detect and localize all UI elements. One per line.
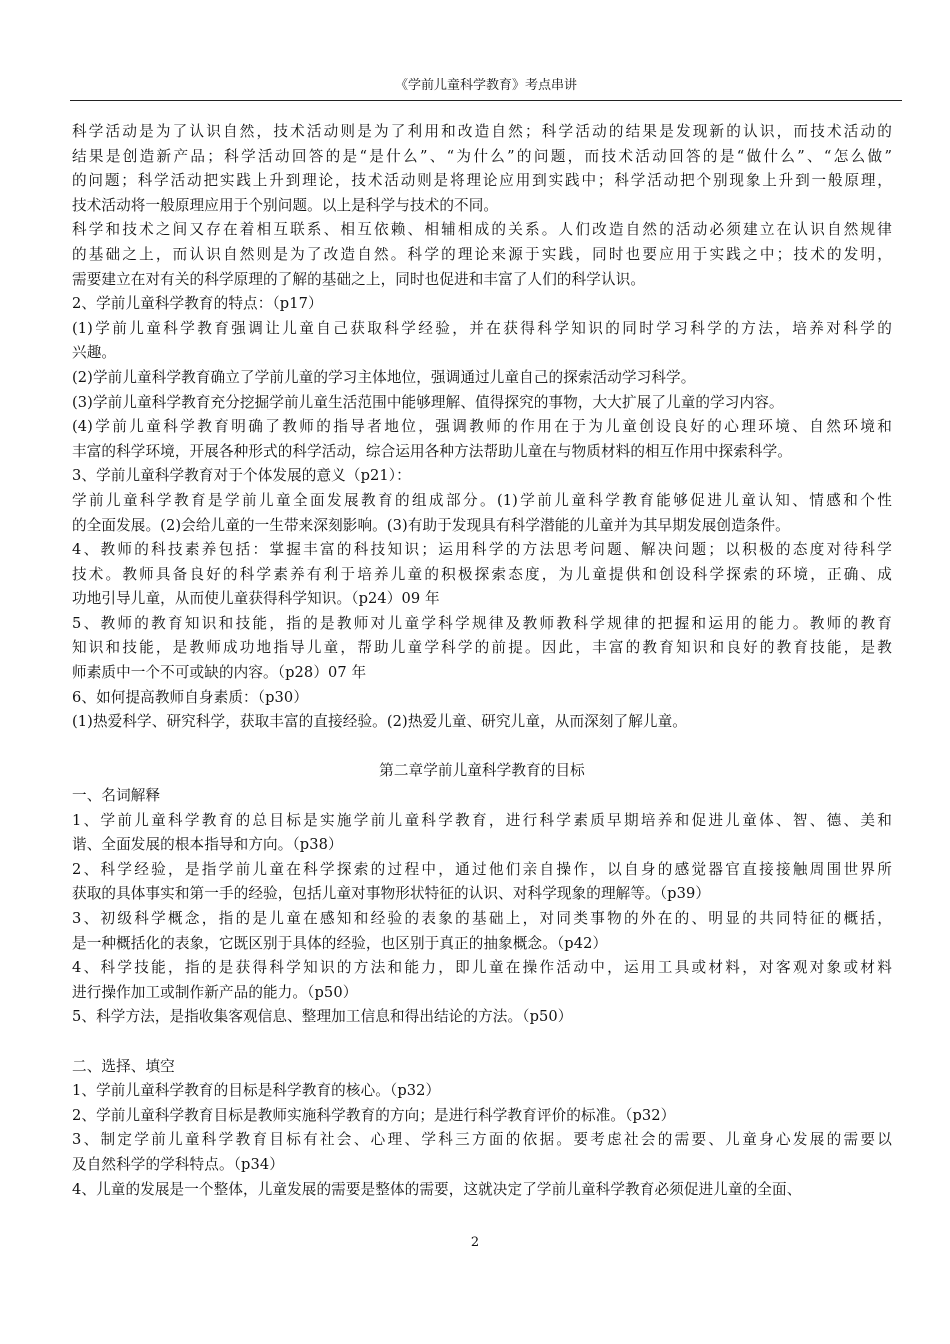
text-line: 科学活动是为了认识自然，技术活动则是为了利用和改造自然；科学活动的结果是发现新的认识，而技术活动的 bbox=[72, 123, 892, 140]
text-line: 丰富的科学环境，开展各种形式的科学活动，综合运用各种方法帮助儿童在与物质材料的相互作用中探索科学。 bbox=[72, 442, 792, 460]
text-line: 2、学前儿童科学教育目标是教师实施科学教育的方向；是进行科学教育评价的标准。（p32） bbox=[72, 1106, 676, 1124]
blank-line bbox=[72, 735, 892, 760]
item-heading: 6、如何提高教师自身素质：（p30） bbox=[72, 688, 309, 706]
text-line: 4、儿童的发展是一个整体，儿童发展的需要是整体的需要，这就决定了学前儿童科学教育必须促进儿童的全面、 bbox=[72, 1180, 802, 1198]
text-line: 3、制定学前儿童科学教育目标有社会、心理、学科三方面的依据。要考虑社会的需要、儿童身心发展的需要以 bbox=[72, 1131, 892, 1149]
text-line: 获取的具体事实和第一手的经验，包括儿童对事物形状特征的认识、对科学现象的理解等。（p39） bbox=[72, 885, 711, 903]
section-heading: 二、选择、填空 bbox=[72, 1057, 175, 1075]
text-line: 学前儿童科学教育是学前儿童全面发展教育的组成部分。(1)学前儿童科学教育能够促进儿童认知、情感和个性 bbox=[72, 491, 892, 509]
text-line: 谐、全面发展的根本指导和方向。（p38） bbox=[72, 836, 343, 854]
text-line: 的问题；科学活动把实践上升到理论，技术活动则是将理论应用到实践中；科学活动把个别现象上升到一般原理， bbox=[72, 172, 892, 190]
text-line: 5、科学方法，是指收集客观信息、整理加工信息和得出结论的方法。（p50） bbox=[72, 1008, 573, 1026]
text-line: 1、学前儿童科学教育的目标是科学教育的核心。（p32） bbox=[72, 1082, 441, 1100]
text-line: 师素质中一个不可或缺的内容。（p28）07 年 bbox=[72, 664, 367, 682]
text-line: 4、教师的科技素养包括：掌握丰富的科技知识；运用科学的方法思考问题、解决问题；以积极的态度对待科学 bbox=[72, 541, 892, 559]
text-line: (1)热爱科学、研究科学，获取丰富的直接经验。(2)热爱儿童、研究儿童，从而深刻了解儿童。 bbox=[72, 713, 688, 731]
page-header bbox=[70, 76, 902, 101]
text-line: 兴趣。 bbox=[72, 344, 117, 362]
text-line: 1、学前儿童科学教育的总目标是实施学前儿童科学教育，进行科学素质早期培养和促进儿童体、智、德、美和 bbox=[72, 811, 892, 829]
page-number: 2 bbox=[470, 1235, 480, 1250]
text-line: 3、初级科学概念，指的是儿童在感知和经验的表象的基础上，对同类事物的外在的、明显的共同特征的概括， bbox=[72, 910, 892, 927]
text-line: 及自然科学的学科特点。（p34） bbox=[72, 1155, 284, 1173]
item-heading: 3、学前儿童科学教育对于个体发展的意义（p21）： bbox=[72, 467, 411, 485]
text-line: 的全面发展。(2)会给儿童的一生带来深刻影响。(3)有助于发现具有科学潜能的儿童并为其早期发展创造条件。 bbox=[72, 516, 790, 534]
blank-line bbox=[72, 1030, 892, 1055]
chapter-title: 第二章学前儿童科学教育的目标 bbox=[379, 762, 585, 780]
text-line: 的基础之上，而认识自然则是为了改造自然。科学的理论来源于实践，同时也要应用于实践之中；技术的发明， bbox=[72, 245, 892, 263]
header-title: 《学前儿童科学教育》考点串讲 bbox=[394, 78, 577, 93]
page-content bbox=[72, 120, 892, 1202]
text-line: 功地引导儿童，从而使儿童获得科学知识。（p24）09 年 bbox=[72, 590, 440, 608]
text-line: 科学和技术之间又存在着相互联系、相互依赖、相辅相成的关系。人们改造自然的活动必须建立在认识自然规律 bbox=[72, 221, 892, 239]
text-line: 需要建立在对有关的科学原理的了解的基础之上，同时也促进和丰富了人们的科学认识。 bbox=[72, 270, 646, 288]
text-line: (1)学前儿童科学教育强调让儿童自己获取科学经验，并在获得科学知识的同时学习科学的方法，培养对科学的 bbox=[72, 319, 892, 337]
text-line: 知识和技能，是教师成功地指导儿童，帮助儿童学科学的前提。因此，丰富的教育知识和良好的教育技能，是教 bbox=[72, 639, 892, 657]
text-line: 2、科学经验，是指学前儿童在科学探索的过程中，通过他们亲自操作，以自身的感觉器官直接接触周围世界所 bbox=[72, 860, 892, 878]
text-line: 技术。教师具备良好的科学素养有利于培养儿童的积极探索态度，为儿童提供和创设科学探索的环境，正确、成 bbox=[72, 565, 892, 583]
text-line: (2)学前儿童科学教育确立了学前儿童的学习主体地位，强调通过儿童自己的探索活动学习科学。 bbox=[72, 368, 696, 386]
text-line: 5、教师的教育知识和技能，指的是教师对儿童学科学规律及教师教科学规律的把握和运用的能力。教师的教育 bbox=[72, 614, 892, 632]
item-heading: 2、学前儿童科学教育的特点：（p17） bbox=[72, 295, 323, 313]
section-heading: 一、名词解释 bbox=[72, 787, 161, 805]
text-line: (3)学前儿童科学教育充分挖掘学前儿童生活范围中能够理解、值得探究的事物，大大扩展了儿童的学习内容。 bbox=[72, 393, 784, 411]
text-line: 进行操作加工或制作新产品的能力。（p50） bbox=[72, 983, 358, 1001]
text-line: 是一种概括化的表象，它既区别于具体的经验，也区别于真正的抽象概念。（p42） bbox=[72, 934, 608, 952]
text-line: (4)学前儿童科学教育明确了教师的指导者地位，强调教师的作用在于为儿童创设良好的心理环境、自然环境和 bbox=[72, 418, 892, 436]
text-line: 结果是创造新产品；科学活动回答的是“是什么”、“为什么”的问题，而技术活动回答的是“做什么”、“怎么做” bbox=[72, 147, 892, 165]
text-line: 技术活动将一般原理应用于个别问题。以上是科学与技术的不同。 bbox=[72, 196, 499, 214]
text-line: 4、科学技能，指的是获得科学知识的方法和能力，即儿童在操作活动中，运用工具或材料，对客观对象或材料 bbox=[72, 959, 892, 977]
